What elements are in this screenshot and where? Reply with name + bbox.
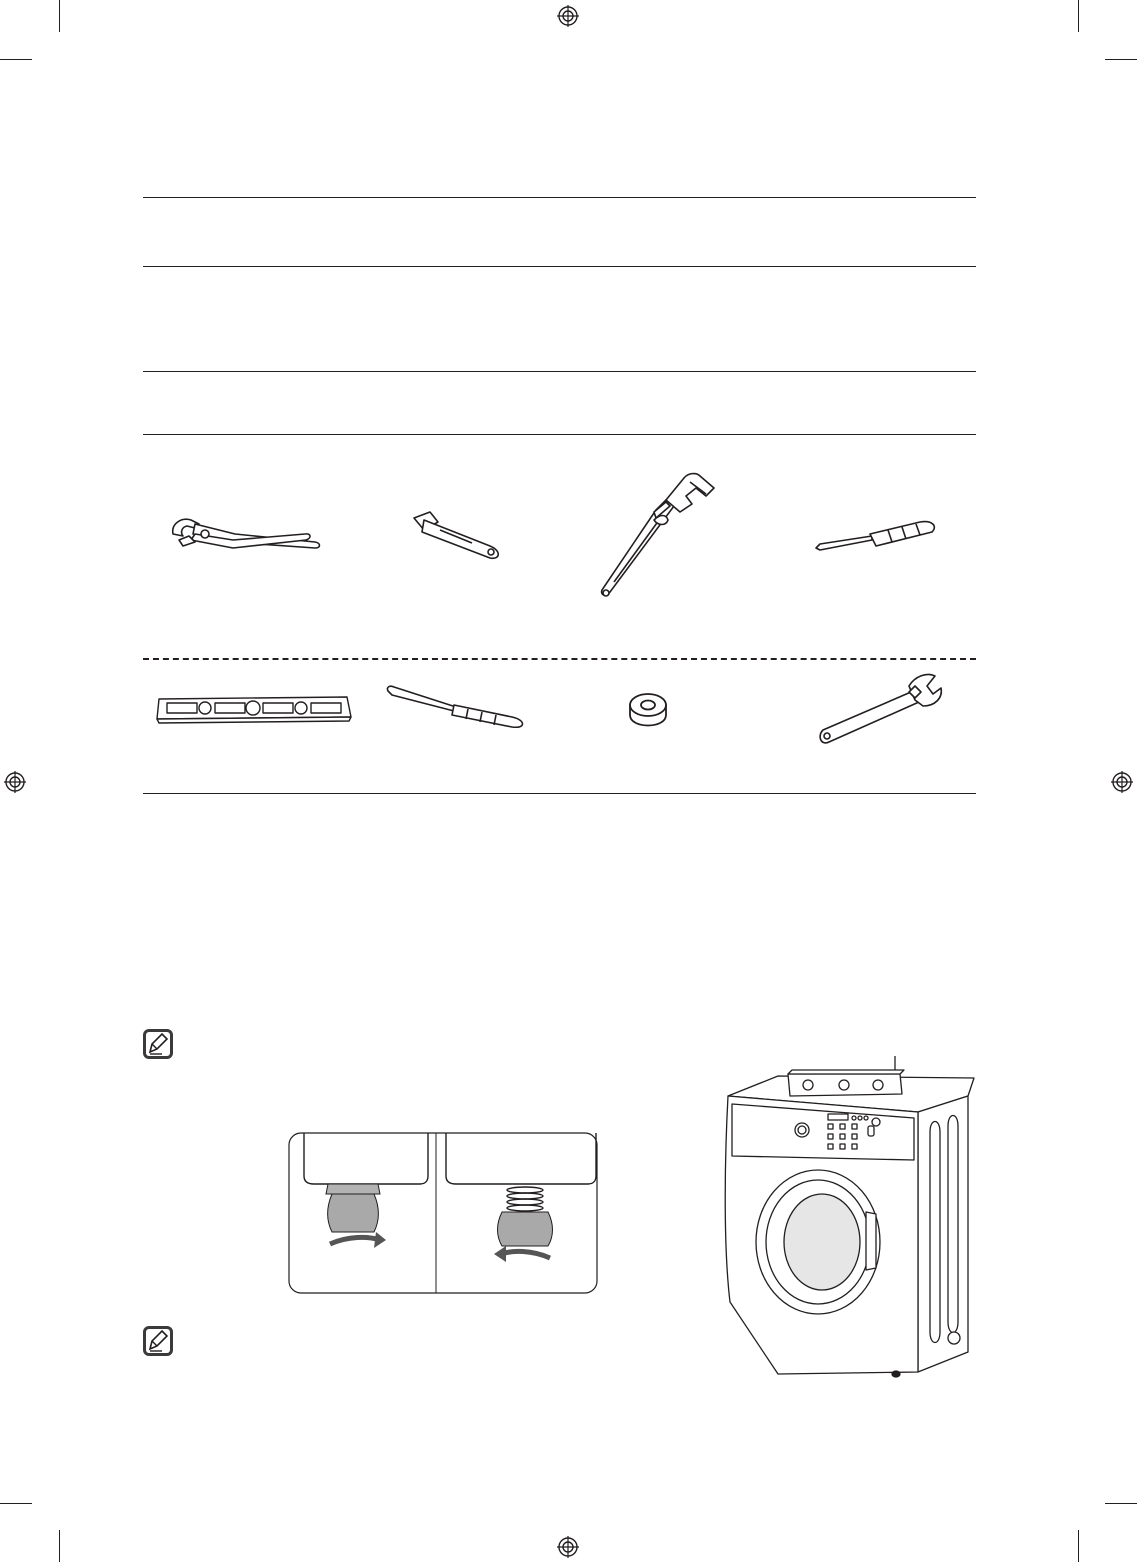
slip-joint-pliers-icon [165, 512, 325, 556]
crop-mark [59, 1530, 60, 1562]
registration-mark-icon [557, 1536, 579, 1558]
registration-mark-icon [1111, 771, 1133, 793]
flat-head-screwdriver-icon [812, 516, 942, 556]
thread-tape-icon [622, 685, 674, 737]
table-rule [143, 266, 976, 267]
tools-divider [143, 658, 976, 660]
crop-mark [0, 59, 32, 60]
leveling-feet-figure [288, 1132, 598, 1294]
table-rule [143, 434, 976, 435]
registration-mark-icon [557, 5, 579, 27]
crop-mark [1105, 59, 1137, 60]
crop-mark [59, 0, 60, 32]
phillips-screwdriver-icon [384, 683, 529, 728]
note-icon [142, 1325, 174, 1357]
registration-mark-icon [4, 771, 26, 793]
utility-knife-icon [410, 508, 510, 563]
crop-mark [1105, 1503, 1137, 1504]
level-icon [153, 693, 353, 725]
pipe-wrench-icon [596, 470, 721, 602]
crop-mark [1078, 0, 1079, 32]
table-rule [143, 793, 976, 794]
table-rule [143, 197, 976, 198]
washer-with-level-icon [718, 1052, 982, 1382]
adjustable-wrench-icon [815, 670, 945, 750]
crop-mark [1078, 1530, 1079, 1562]
table-rule [143, 371, 976, 372]
crop-mark [0, 1503, 32, 1504]
note-icon [142, 1028, 174, 1060]
